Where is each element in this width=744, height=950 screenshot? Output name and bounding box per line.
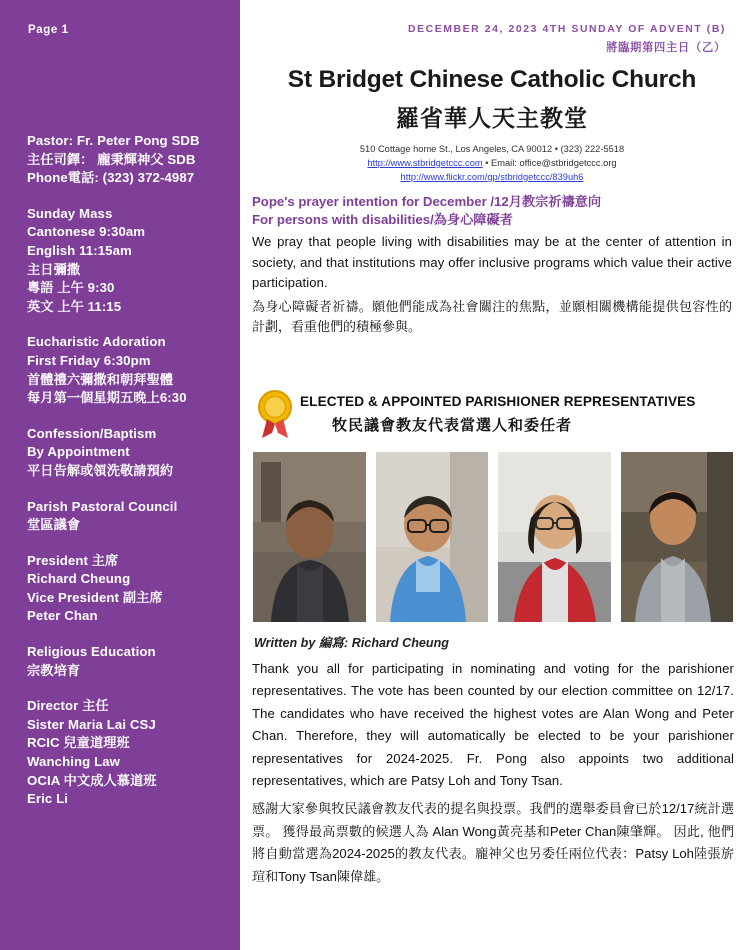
sidebar-line: Parish Pastoral Council	[27, 498, 178, 514]
sidebar-line: Confession/Baptism	[27, 425, 157, 441]
pope-intention-section	[252, 193, 732, 338]
sidebar-line: Pastor: Fr. Peter Pong SDB	[27, 133, 200, 148]
sidebar-line: Cantonese 9:30am	[27, 224, 146, 240]
feature-title-english: ELECTED & APPOINTED PARISHIONER REPRESENTATIVES	[300, 394, 696, 409]
article-body	[252, 658, 734, 888]
church-title-chinese: 羅省華人天主教堂	[396, 105, 588, 131]
intention-body-chinese: 為身心障礙者祈禱。願他們能成為社會關注的焦點，並願相關機構能提供包容性的計劃，看重他們的積極參與。	[252, 298, 732, 334]
church-title-english: St Bridget Chinese Catholic Church	[287, 66, 697, 93]
main-column	[240, 0, 744, 950]
sidebar-line: Religious Education	[27, 644, 156, 660]
sidebar-line: 粵語 上午 9:30	[27, 280, 115, 296]
sidebar-line: Sister Maria Lai CSJ	[27, 716, 156, 732]
intention-heading-line2: For persons with disabilities/為身心障礙者	[252, 211, 513, 227]
sidebar-line: By Appointment	[27, 444, 130, 460]
sidebar-line: 英文 上午 11:15	[27, 298, 122, 314]
sidebar-block-confession	[27, 425, 232, 481]
sidebar-block-adoration	[27, 333, 232, 407]
intention-body-english: We pray that people living with disabilities may be at the center of attention in society, and that institutions may offer inclusive programs which value their active participation.	[252, 234, 732, 290]
sidebar-line: Vice President 副主席	[27, 589, 163, 605]
sidebar-line: Richard Cheung	[27, 571, 131, 587]
sidebar-line: Director 主任	[27, 698, 109, 714]
parishioner-photo-1	[253, 452, 366, 622]
dateline-chinese: 將臨期第四主日（乙）	[606, 42, 726, 54]
sidebar-line: Eric Li	[27, 791, 69, 807]
intention-heading-line1: Pope's prayer intention for December /12月教宗祈禱意向	[252, 194, 602, 209]
flickr-link[interactable]: http://www.flickr.com/gp/stbridgetccc/839uh6	[400, 172, 584, 182]
parishioner-photo-row	[253, 452, 733, 622]
sidebar-line: Wanching Law	[27, 754, 121, 770]
sidebar-line: Peter Chan	[27, 608, 98, 624]
feature-heading	[252, 384, 732, 442]
sidebar-line: Phone電話: (323) 372-4987	[27, 170, 195, 186]
sidebar-line: English 11:15am	[27, 242, 132, 258]
sidebar-line: 主任司鐸： 龐秉輝神父 SDB	[27, 151, 196, 167]
feature-title-chinese: 牧民議會教友代表當選人和委任者	[332, 417, 573, 434]
sidebar-block-sunday-mass	[27, 205, 232, 317]
sidebar-block-pastor	[27, 132, 232, 188]
award-ribbon-icon	[252, 388, 298, 440]
sidebar-line: RCIC 兒童道理班	[27, 735, 130, 751]
parishioner-photo-2	[376, 452, 489, 622]
sidebar-line: OCIA 中文成人慕道班	[27, 772, 157, 788]
sidebar-info-list	[27, 132, 232, 826]
sidebar-line: 平日告解或領洗敬請預約	[27, 462, 174, 478]
church-contact-block	[240, 143, 744, 184]
sidebar-block-officers	[27, 552, 232, 626]
parishioner-photo-4	[621, 452, 734, 622]
sidebar-block-director	[27, 697, 232, 809]
sidebar	[0, 0, 240, 950]
masthead	[240, 66, 744, 184]
sidebar-line: 每月第一個星期五晚上6:30	[27, 390, 187, 406]
website-link[interactable]: http://www.stbridgetccc.com	[367, 158, 483, 168]
article-paragraph-chinese: 感謝大家參與牧民議會教友代表的提名與投票。我們的選舉委員會已於12/17統計選票。 獲得最高票數的候選人為 Alan Wong黃亮基和Peter Chan陳肇輝。 因此, 他們將自動當選為2024-2025的教友代表。龐神父也另委任兩位代表：Patsy Loh陸張旂瑄和Tony Tsan陳偉雄。	[252, 801, 734, 884]
email-label: • Email: office@stbridgetccc.org	[485, 158, 617, 168]
sidebar-line: Eucharistic Adoration	[27, 334, 166, 350]
sidebar-line: Sunday Mass	[27, 205, 113, 221]
article-paragraph-english: Thank you all for participating in nominating and voting for the parishioner representatives. The vote has been counted by our election committee on 12/17. The candidates who have received the highest votes are Alan Wong and Peter Chan. Therefore, they will automatically be elected to be your parishioner representatives for 2024-2025. Fr. Pong also appoints two additional representatives, which are Patsy Loh and Tony Tsan.	[252, 661, 734, 789]
article-byline: Written by 編寫: Richard Cheung	[254, 636, 449, 650]
church-address: 510 Cottage home St., Los Angeles, CA 90012 • (323) 222-5518	[359, 144, 625, 154]
sidebar-line: 堂區議會	[27, 517, 81, 533]
sidebar-block-religious-education	[27, 643, 232, 680]
sidebar-line: First Friday 6:30pm	[27, 352, 151, 368]
sidebar-line: 宗教培育	[27, 662, 81, 678]
parishioner-photo-3	[498, 452, 611, 622]
sidebar-line: President 主席	[27, 552, 119, 568]
sidebar-line: 主日彌撒	[27, 261, 81, 277]
page-label: Page 1	[28, 24, 69, 36]
dateline	[408, 24, 726, 55]
sidebar-block-council	[27, 498, 232, 535]
sidebar-line: 首體禮六彌撒和朝拜聖體	[27, 371, 174, 387]
dateline-english: DECEMBER 24, 2023 4TH SUNDAY OF ADVENT (B)	[408, 24, 726, 35]
